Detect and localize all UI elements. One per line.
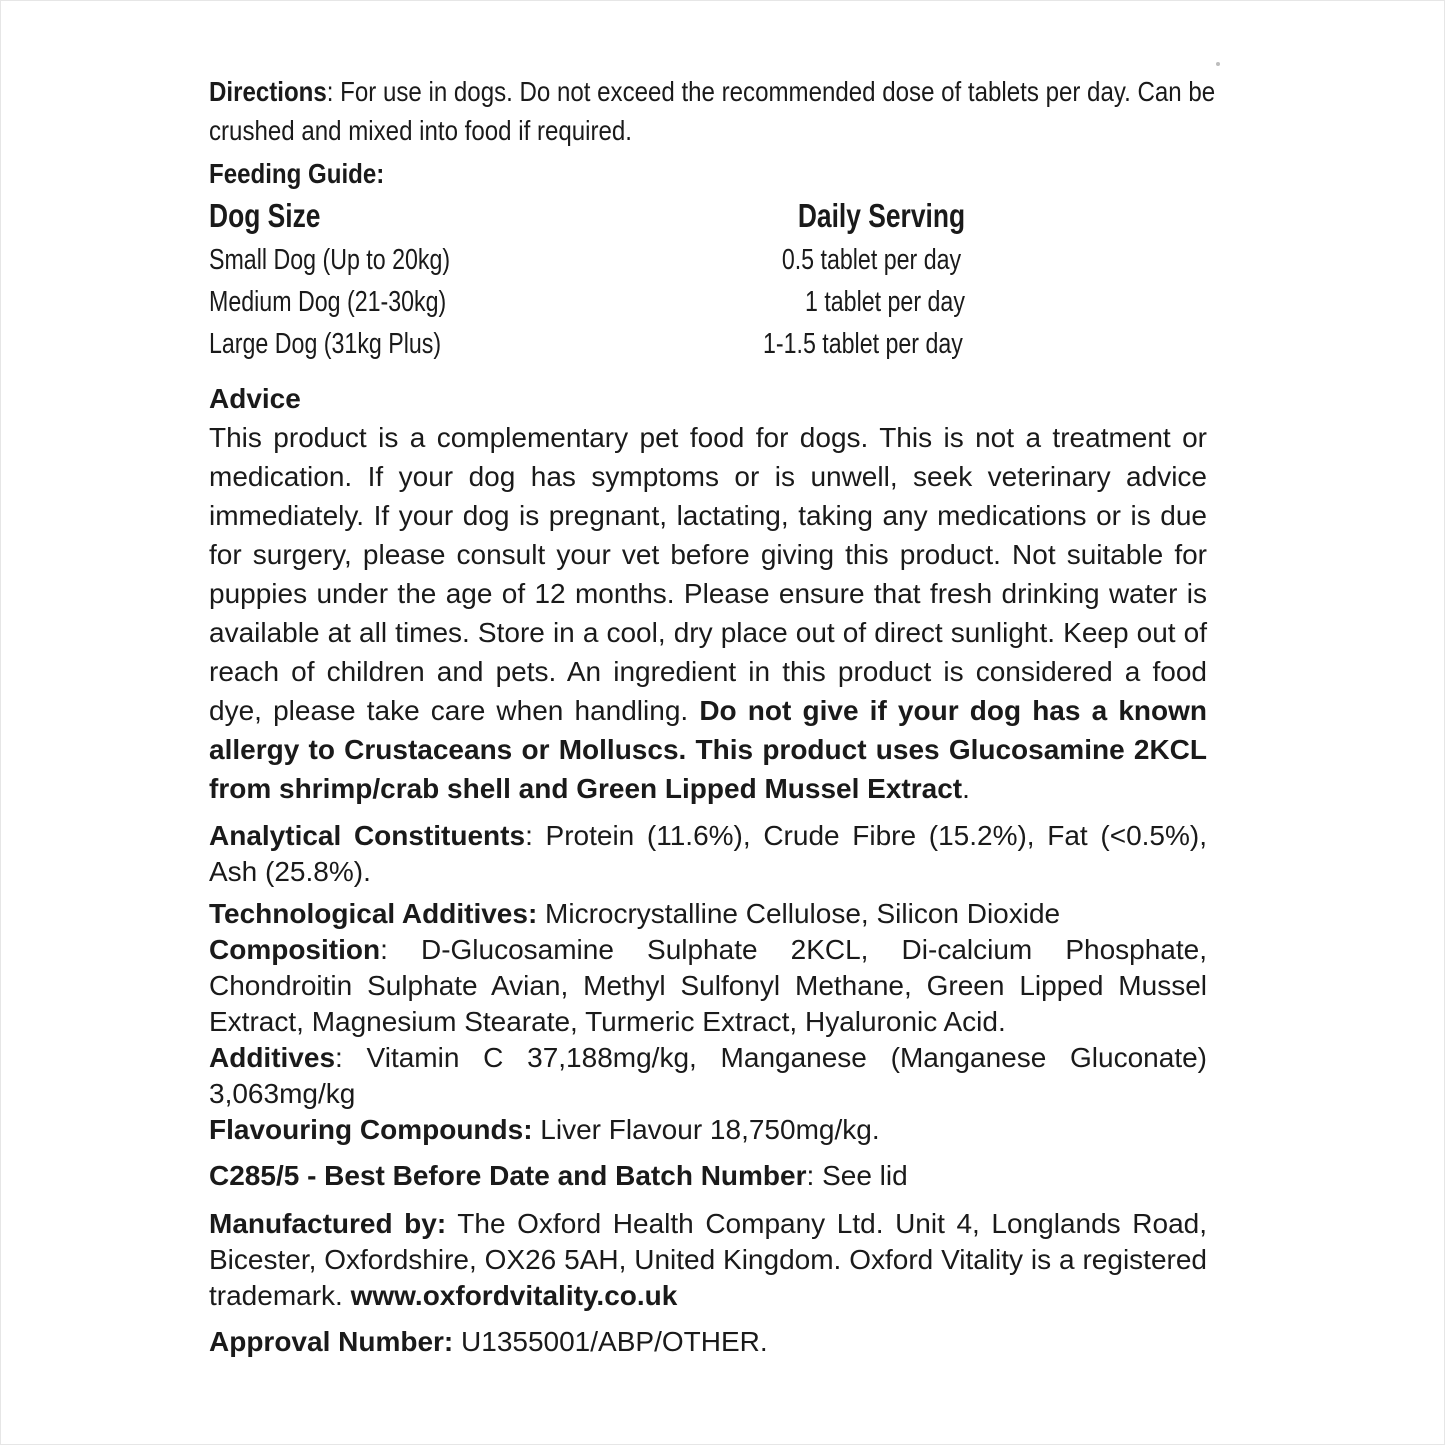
composition [209,932,1207,1040]
dog-size-cell: Medium Dog (21-30kg) [209,286,447,318]
advice-paragraph [209,418,1207,808]
serving-cell: 1-1.5 tablet per day [763,328,963,360]
approval-label: Approval Number: [209,1326,454,1357]
column-header-daily-serving: Daily Serving [797,197,965,234]
analytical-text: : Protein (11.6%), Crude Fibre (15.2%), Fat (<0.5%), Ash (25.8%). [209,820,1207,887]
manufacturer-label: Manufactured by: [209,1208,447,1239]
advice-title: Advice [209,383,301,414]
speck-mark [1216,62,1220,66]
flavouring-label: Flavouring Compounds: [209,1114,533,1145]
additives-label: Additives [209,1042,336,1073]
batch-label: C285/5 - Best Before Date and Batch Number [209,1160,807,1191]
feeding-guide-table [209,193,1207,369]
feeding-guide-title: Feeding Guide: [209,158,385,189]
technological-additives [209,896,1207,932]
additives [209,1040,1207,1112]
dog-size-cell: Large Dog (31kg Plus) [209,328,442,360]
directions-line-1 [209,72,1216,111]
column-header-dog-size: Dog Size [209,197,321,234]
serving-cell: 0.5 tablet per day [781,244,961,276]
analytical-label: Analytical Constituents [209,820,526,851]
manufacturer-text: The Oxford Health Company Ltd. Unit 4, Longlands Road, Bicester, Oxfordshire, OX26 5AH, United Kingdom. Oxford Vitality is a registered trademark. [209,1208,1207,1311]
technological-text: Microcrystalline Cellulose, Silicon Dioxide [537,898,1061,929]
table-header-row [209,195,969,237]
additives-text: : Vitamin C 37,188mg/kg, Manganese (Manganese Gluconate) 3,063mg/kg [209,1042,1207,1109]
advice-body: This product is a complementary pet food for dogs. This is not a treatment or medication. If your dog has symptoms or is unwell, seek veterinary advice immediately. If your dog is pregnant, lactating, taking any medications or is due for surgery, please consult your vet before giving this product. Not suitable for puppies under the age of 12 months. Please ensure that fresh drinking water is available at all times. Store in a cool, dry place out of direct sunlight. Keep out of reach of children and pets. An ingredient in this product is considered a food dye, please take care when handling. [209,422,1207,726]
directions-label: Directions [209,76,327,107]
allergy-warning: Do not give if your dog has a known allergy to Crustaceans or Molluscs. This product uses Glucosamine 2KCL from shrimp/crab shell and Green Lipped Mussel Extract [209,695,1207,804]
label-content [209,72,1216,1360]
manufacturer-info [209,1206,1207,1314]
approval-text: U1355001/ABP/OTHER. [453,1326,768,1357]
table-row [209,281,969,323]
directions-text: : For use in dogs. Do not exceed the recommended dose of tablets per day. Can be [326,76,1216,107]
website-link[interactable]: www.oxfordvitality.co.uk [350,1280,678,1311]
composition-label: Composition [209,934,381,965]
batch-info [209,1158,1207,1194]
flavouring-compounds [209,1112,1207,1148]
serving-cell: 1 tablet per day [805,286,965,318]
dog-size-cell: Small Dog (Up to 20kg) [209,244,451,276]
table-row [209,239,969,281]
batch-text: : See lid [806,1160,908,1191]
directions-line-2: crushed and mixed into food if required. [209,115,632,146]
composition-text: : D-Glucosamine Sulphate 2KCL, Di-calcium Phosphate, Chondroitin Sulphate Avian, Methyl Sulfonyl Methane, Green Lipped Mussel Extract, Magnesium Stearate, Turmeric Extract, Hyaluronic Acid. [209,934,1207,1037]
analytical-constituents [209,818,1207,890]
flavouring-text: Liver Flavour 18,750mg/kg. [532,1114,880,1145]
technological-label: Technological Additives: [209,898,538,929]
approval-number [209,1324,1207,1360]
table-row [209,323,969,365]
advice-end: . [962,773,970,804]
